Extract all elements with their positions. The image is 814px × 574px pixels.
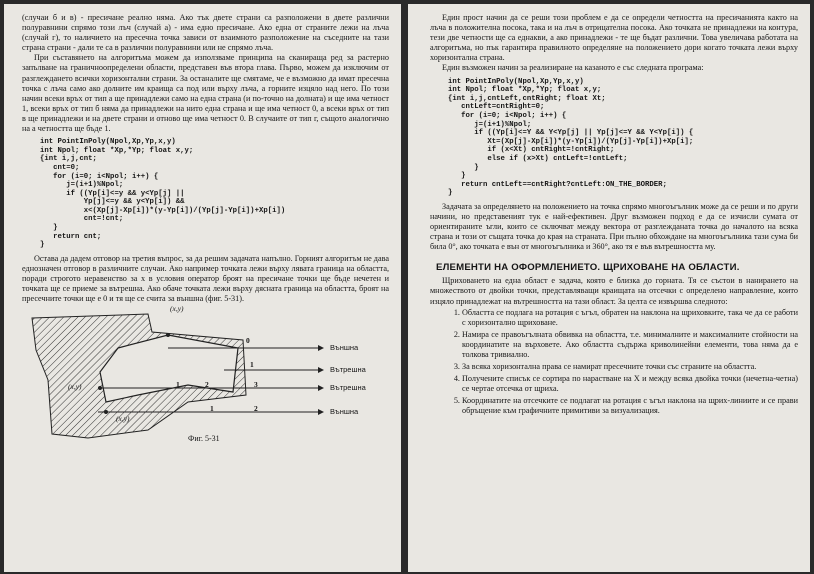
- code-line: return cnt;: [40, 232, 102, 241]
- code-line: if ((Yp[i]<=y && y<Yp[j] ||: [40, 189, 185, 198]
- count-label: 2: [205, 380, 209, 390]
- code-line: int Npol; float *Xp,*Yp; float x,y;: [40, 146, 194, 155]
- right-code-block: [448, 78, 798, 198]
- count-label: 1: [176, 380, 180, 390]
- code-line: if ((Yp[i]<=Y && Y<Yp[j] || Yp[j]<=Y && Y<Yp[i]) {: [448, 129, 694, 138]
- code-line: }: [40, 224, 58, 233]
- section-heading: ЕЛЕМЕНТИ НА ОФОРМЛЕНИЕТО. ЩРИХОВАНЕ НА ОБЛАСТИ.: [436, 262, 740, 274]
- count-label: 3: [254, 380, 258, 390]
- list-item: 4. Получените списък се сортира по нарастване на X и между всяка двойка точки (нечетна-четна) се чертае отсечка от щриха.: [462, 374, 798, 394]
- code-line: cnt=0;: [40, 163, 80, 172]
- code-line: cnt=!cnt;: [40, 215, 124, 224]
- ray-label: Външна: [330, 343, 359, 353]
- ray-label: Вътрешна: [330, 383, 366, 393]
- left-page: [4, 4, 401, 572]
- figure-5-31: [28, 304, 388, 444]
- code-line: else if (x>Xt) cntLeft=!cntLeft;: [448, 154, 628, 163]
- ray-label: Вътрешна: [330, 365, 366, 375]
- figure-drawing: [28, 310, 388, 445]
- left-code-block: [40, 138, 389, 250]
- code-line: {int i,j,cnt;: [40, 155, 97, 164]
- code-line: int Npol; float *Xp,*Yp; float x,y;: [448, 86, 602, 95]
- label-top-vertex: (x,y): [170, 304, 184, 314]
- code-line: }: [448, 163, 479, 172]
- list-item: 2. Намира се правоъгълната обвивка на областта, т.е. минималните и максималните стойности на координатите на върховете. Ако областта съдържа криволинейни елементи, това няма да е толкова тривиално.: [462, 330, 798, 360]
- code-line: Yp[j]<=y && y<Yp[i]) &&: [40, 198, 185, 207]
- code-line: Xt=(Xp[j]-Xp[i])*(y-Yp[i])/(Yp[j]-Yp[i])+Xp[i];: [448, 137, 694, 146]
- code-line: j=(i+1)%Npol;: [40, 181, 124, 190]
- list-item: 1. Областта се подлага на ротация с ъгъл, обратен на наклона на щриховките, така че да се работи с хоризонтално щриховане.: [462, 308, 798, 328]
- right-paragraph-1: Един прост начин да се реши този проблем е да се определи четността на пресичанията както на лъча в положителна посока, така и на лъч в отрицателна посока. Ако точката не принадлежи на контура, тези две четности ще са еднакви, а ако принадлежи - те ще бъдат различни. Това увеличава работата на алгоритъма, но пък гарантира правилното определяне на положението дори когато точката лежи върху хоризонтална страна.: [430, 13, 798, 63]
- code-line: int PointInPoly(Npol,Xp,Yp,x,y): [40, 138, 176, 147]
- code-line: j=(i+1)%Npol;: [448, 120, 532, 129]
- count-label: 0: [246, 336, 250, 346]
- list-item: 5. Координатите на отсечките се подлагат на ротация с ъгъл наклона на щрих-линиите и се прави обръщение към графичните примитиви за визуализация.: [462, 396, 798, 416]
- code-line: }: [448, 189, 453, 198]
- code-line: }: [448, 172, 466, 181]
- left-paragraph-3: Остава да дадем отговор на третия въпрос, за да решим задачата напълно. Горният алгоритъм не дава еднозначен отговор в различните случаи. Ако например точката лежи върху лявата граница на областта, поради строгото неравенство за x в условия оператор броят на пресичане точки ще бъде нечетен и точката ще се приеме за вътрешна. Ако обаче точката лежи върху дясната граница на областта, броят на пресечните точки ще е 0 и тя ще се счита за външна (фиг. 5-31).: [22, 253, 389, 304]
- code-line: return cntLeft==cntRight?cntLeft:ON_THE_BORDER;: [448, 180, 667, 189]
- code-line: }: [40, 241, 45, 250]
- steps-list: [430, 308, 798, 417]
- count-label: 1: [250, 360, 254, 370]
- code-line: for (i=0; i<Npol; i++) {: [40, 172, 159, 181]
- label-bottom-point: (x,y): [116, 414, 130, 424]
- code-line: if (x<Xt) cntRight=!cntRight;: [448, 146, 615, 155]
- right-page: [408, 4, 810, 572]
- code-line: x<(Xp[j]-Xp[i])*(y-Yp[i])/(Yp[j]-Yp[i])+Xp[i]): [40, 206, 286, 215]
- ray-label: Външна: [330, 407, 359, 417]
- label-left-point: (x,y): [68, 382, 82, 392]
- count-label: 2: [254, 404, 258, 414]
- figure-caption: Фиг. 5-31: [188, 434, 220, 444]
- code-line: int PointInPoly(Npol,Xp,Yp,x,y): [448, 77, 584, 86]
- left-paragraph-1: (случаи б и в) - пресичане реално няма. Ако тък двете страни са разположени в двете различни полуравнини спрямо този лъч (случай а) - има едно пресичане. Ако една от страните лежи на лъча (случай г), то наличието на пресечна точка зависи от взаимното разположение на съседните на тази страна страни - дали те са в различни полуравнини или не спрямо лъча.: [22, 13, 389, 53]
- code-line: cntLeft=cntRight=0;: [448, 103, 545, 112]
- right-paragraph-2: Един възможен начин за реализиране на казаното е със следната програма:: [442, 63, 704, 73]
- count-label: 1: [210, 404, 214, 414]
- left-paragraph-2: При съставянето на алгоритъма можем да използваме принципа на сканираща ред за растерно запълване на граничноопределени области, представен във втора глава. Първо, можем да изключим от разглеждането всички хоризонтални страни. За останалите ще смятаме, че е възможно да имат пресечна точка с лъча само ако долните им краища са под или върху лъча, а горните изцяло над него. По този начин всеки връх от тип а ще принадлежи само на една страна (и по-точно на долната) и ще има четност 1, всеки връх от тип б няма да принадлежи на нито една страна и ще има четност 0, а всеки връх от тип в ще принадлежи и на двете страни и отново ще има четност 0. В случаите от тип г, същото аналогично на а четността ще бъде 1.: [22, 53, 389, 134]
- code-line: {int i,j,cntLeft,cntRight; float Xt;: [448, 94, 606, 103]
- right-paragraph-3: Задачата за определянето на положението на точка спрямо многоъгълник може да се реши и по други начини, но представеният тук е най-ефективен. Друг възможен подход е да се изчисли сумата от ориентираните ъгли, които се сключват между вектора от разглежданата точка до началото на всяка страна и този от същата точка до края на страната. При пълно обхождане на многоъгълника тази сума би била 0°, ако точката е вън от многоъгълника и 360°, ако тя е във вътрешността му.: [430, 201, 798, 252]
- right-paragraph-4: Щриховането на една област е задача, която е близка до горната. Тя се състои в нанирането на множеството от двойки точки, представляващи краищата на отсечки с определено направление, които изцяло принадлежат на вътрешността на тази област. За целта се извършва следното:: [430, 276, 798, 306]
- list-item: 3. За всяка хоризонтална права се намират пресечните точки със страните на областта.: [462, 362, 798, 372]
- code-line: for (i=0; i<Npol; i++) {: [448, 111, 567, 120]
